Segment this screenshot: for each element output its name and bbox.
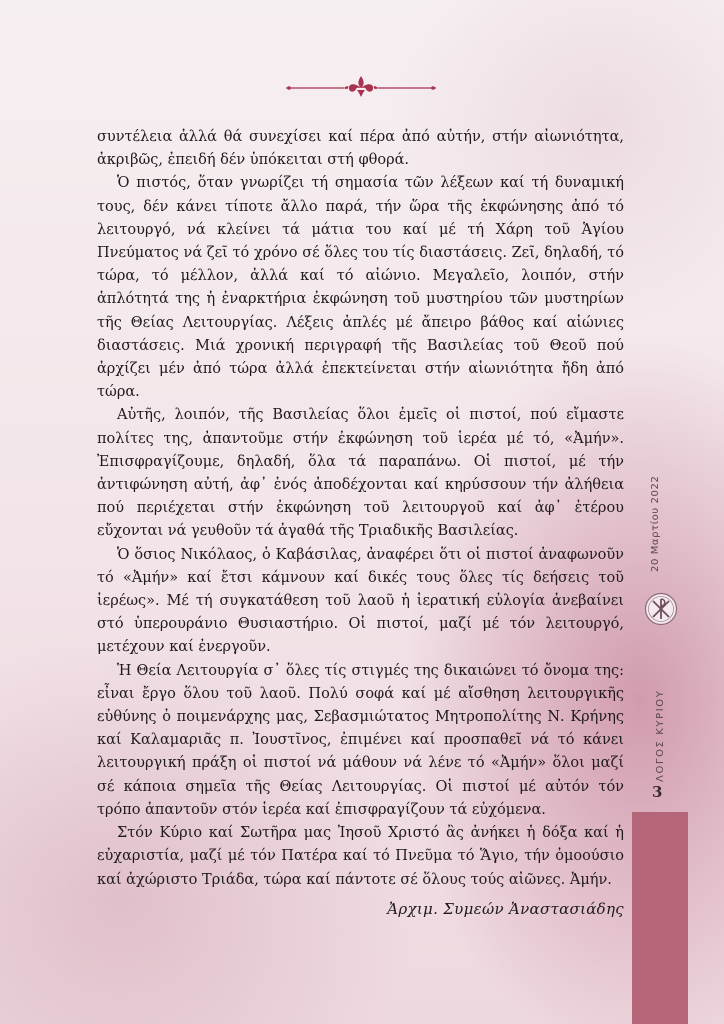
- paragraph: Ὁ πιστός, ὅταν γνωρίζει τή σημασία τῶν λέξεων καί τή δυναμική τους, δέν κάνει τίποτε ἄλλο παρά, τήν ὥρα τῆς ἐκφώνησης ἀπό τό λειτουργό, νά κλείνει τά μάτια του καί μέ τή Χάρη τοῦ Ἁγίου Πνεύματος νά ζεῖ τό χρόνο σέ ὅλες του τίς διαστάσεις. Ζεῖ, δηλαδή, τό τώρα, τό μέλλον, ἀλλά καί τό αἰώνιο. Μεγαλεῖο, λοιπόν, στήν ἁπλότητά της ἡ ἐναρκτήρια ἐκφώνηση τοῦ μυστηρίου τῶν μυστηρίων τῆς Θείας Λειτουργίας. Λέξεις ἁπλές μέ ἄπειρο βάθος καί αἰώνιες διαστάσεις. Μιά χρονική περιγραφή τῆς Βασιλείας τοῦ Θεοῦ πού ἀρχίζει μέν ἀπό τώρα ἀλλά ἐπεκτείνεται στήν αἰωνιότητα ἤδη ἀπό τώρα.: [97, 175, 624, 401]
- accent-bar: [632, 812, 688, 1024]
- magazine-title: ΛΟΓΟΣ ΚΥΡΙΟΥ: [655, 689, 666, 782]
- article-body: [97, 126, 624, 892]
- chi-rho-emblem-icon: [644, 592, 678, 626]
- page-number: 3: [652, 783, 663, 801]
- author-signature: Ἀρχιμ. Συμεών Ἀναστασιάδης: [387, 900, 624, 918]
- paragraph: Ὁ ὅσιος Νικόλαος, ὁ Καβάσιλας, ἀναφέρει ὅτι οἱ πιστοί ἀναφωνοῦν τό «Ἀμήν» καί ἔτσι κάμνουν καί δικές τους ὅλες τίς δεήσεις τοῦ ἱερέως». Μέ τή συγκατάθεση τοῦ λαοῦ ἡ ἱερατική εὐλογία ἀνεβαίνει στό ὑπερουράνιο Θυσιαστήριο. Οἱ πιστοί, μαζί μέ τόν λειτουργό, μετέχουν καί ἐνεργοῦν.: [97, 546, 624, 656]
- paragraph: Στόν Κύριο καί Σωτῆρα μας Ἰησοῦ Χριστό ἂς ἀνήκει ἡ δόξα καί ἡ εὐχαριστία, μαζί μέ τόν Πατέρα καί τό Πνεῦμα τό Ἅγιο, τήν ὁμοούσιο καί ἀχώριστο Τριάδα, τώρα καί πάντοτε σέ ὅλους τούς αἰῶνες. Ἀμήν.: [97, 825, 624, 888]
- issue-date: 20 Μαρτίου 2022: [650, 475, 661, 572]
- paragraph: συντέλεια ἀλλά θά συνεχίσει καί πέρα ἀπό αὐτήν, στήν αἰωνιότητα, ἀκριβῶς, ἐπειδή δέν ὑπόκειται στή φθορά.: [97, 129, 624, 169]
- fleur-divider-icon: [286, 74, 436, 98]
- paragraph: Αὐτῆς, λοιπόν, τῆς Βασιλείας ὅλοι ἐμεῖς οἱ πιστοί, πού εἴμαστε πολίτες της, ἀπαντοῦμε στήν ἐκφώνηση τοῦ ἱερέα μέ τό, «Ἀμήν». Ἐπισφραγίζουμε, δηλαδή, ὅλα τά παραπάνω. Οἱ πιστοί, μέ τήν ἀντιφώνηση αὐτή, ἀφ᾽ ἑνός ἀποδέχονται καί κηρύσσουν τήν ἀλήθεια πού περιέχεται στήν ἐκφώνηση τοῦ λειτουργοῦ καί ἀφ᾽ ἑτέρου εὔχονται νά γευθοῦν τά ἀγαθά τῆς Τριαδικῆς Βασιλείας.: [97, 407, 624, 540]
- paragraph: Ἡ Θεία Λειτουργία σ᾽ ὅλες τίς στιγμές της δικαιώνει τό ὄνομα της: εἶναι ἔργο ὅλου τοῦ λαοῦ. Πολύ σοφά καί μέ αἴσθηση λειτουργικῆς εὐθύνης ὁ ποιμενάρχης μας, Σεβασμιώτατος Μητροπολίτης Ν. Κρήνης καί Καλαμαριᾶς π. Ἰουστῖνος, ἐπιμένει καί προσπαθεῖ νά τό κάνει λειτουργική πράξη οἱ πιστοί νά μάθουν νά λένε τό «Ἀμήν» ὅλοι μαζί σέ κάποια σημεῖα τῆς Θείας Λειτουργίας. Οἱ πιστοί μέ αὐτόν τόν τρόπο ἀπαντοῦν στόν ἱερέα καί ἐπισφραγίζουν τά εὐχόμενα.: [97, 662, 624, 818]
